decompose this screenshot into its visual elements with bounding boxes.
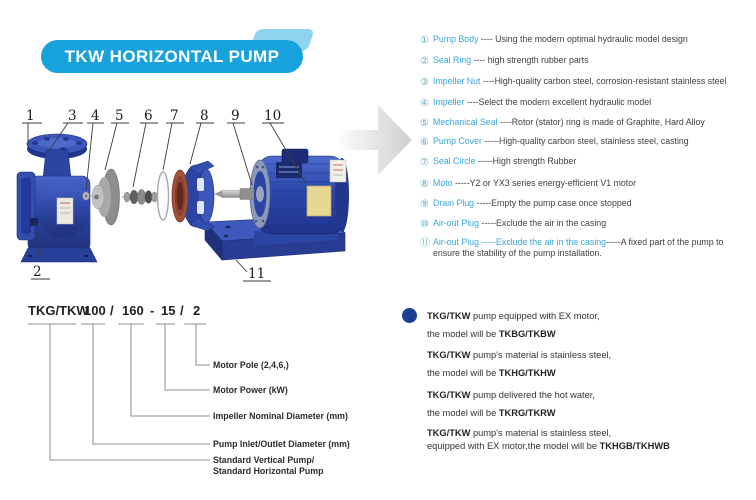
parts-list-item-11: ⑪ Air-out Plug -----Exclude the air in the casing-----A fixed part of the pump to — [420, 237, 724, 249]
parts-list-item-5: ⑤ Mechanical Seal ----Rotor (stator) ring is made of Graphite, Hard Alloy — [420, 117, 705, 129]
item-number-icon: ⑩ — [420, 219, 429, 230]
parts-list-item-2: ② Seal Ring ---- high strength rubber parts — [420, 55, 589, 67]
note-line: equipped with EX motor,the model will be TKHGB/TKHWB — [427, 441, 670, 451]
model-token-slash1: / — [110, 303, 114, 318]
part-number-4: 4 — [91, 108, 100, 124]
item-number-icon: ⑨ — [420, 199, 429, 210]
parts-list-item-8: ⑧ Moto -----Y2 or YX3 series energy-efficient V1 motor — [420, 178, 637, 190]
bullet-dot-icon — [402, 308, 417, 323]
drain-plug — [30, 218, 38, 226]
parts-list-item-4: ④ Impeller ----Select the modern excellent hydraulic model — [420, 97, 652, 109]
model-token-series: TKG/TKW — [28, 303, 89, 318]
note-line: the model will be TKBG/TKBW — [427, 329, 556, 339]
impeller — [92, 169, 124, 225]
parts-list-item-1: ① Pump Body ---- Using the modern optimal hydraulic model design — [420, 34, 688, 46]
callout-standard-vertical: Standard Vertical Pump/ — [213, 455, 315, 465]
model-token-slash2: / — [180, 303, 184, 318]
parts-list-item-7: ⑦ Seal Circle -----High strength Rubber — [420, 156, 577, 168]
note-line: TKG/TKW pump delivered the hot water, — [427, 390, 595, 400]
title-banner — [41, 40, 303, 73]
model-token-pole: 2 — [193, 303, 201, 318]
part-number-11: 11 — [248, 266, 266, 282]
item-number-icon: ④ — [420, 98, 429, 109]
parts-list-item-11-line2: ensure the stability of the pump installation. — [433, 248, 602, 258]
item-number-icon: ⑧ — [420, 179, 429, 190]
item-number-icon: ⑤ — [420, 118, 429, 129]
item-number-icon: ⑪ — [420, 238, 430, 249]
model-token-inlet: 100 — [84, 303, 106, 318]
note-line: TKG/TKW pump's material is stainless steel, — [427, 350, 612, 360]
pump-exploded-diagram — [0, 90, 420, 300]
part-number-6: 6 — [144, 108, 153, 124]
callout-motor-power: Motor Power (kW) — [213, 385, 288, 395]
parts-list-item-3: ③ Impeller Nut ----High-quality carbon steel, corrosion-resistant stainless steel — [420, 76, 727, 88]
callout-inlet-outlet: Pump Inlet/Outlet Diameter (mm) — [213, 439, 350, 449]
part-number-9: 9 — [231, 108, 240, 124]
motor-label-white — [330, 160, 346, 182]
model-token-dash: - — [150, 303, 155, 318]
note-line: TKG/TKW pump's material is stainless steel, — [427, 428, 612, 438]
seal-circle-oring — [158, 172, 169, 220]
part-number-2: 2 — [33, 264, 42, 280]
model-token-power: 15 — [161, 303, 176, 318]
motor-label-yellow — [307, 186, 331, 216]
item-number-icon: ② — [420, 56, 429, 67]
model-token-impeller: 160 — [122, 303, 144, 318]
item-number-icon: ① — [420, 35, 429, 46]
part-number-7: 7 — [170, 108, 179, 124]
item-number-icon: ⑥ — [420, 137, 429, 148]
callout-lines — [28, 324, 210, 460]
model-code-callouts — [0, 295, 380, 500]
callout-impeller-diameter: Impeller Nominal Diameter (mm) — [213, 411, 348, 421]
note-line: the model will be TKRG/TKRW — [427, 408, 556, 418]
pump-label-sticker — [57, 198, 73, 224]
parts-list-item-6: ⑥ Pump Cover -----High-quality carbon steel, stainless steel, casting — [420, 136, 689, 148]
arrow-right-icon — [340, 105, 412, 175]
callout-motor-pole: Motor Pole (2,4,6,) — [213, 360, 289, 370]
item-number-icon: ③ — [420, 77, 429, 88]
part-number-1: 1 — [26, 108, 35, 124]
callout-standard-horizontal: Standard Horizontal Pump — [213, 466, 324, 476]
pump-cover — [172, 161, 214, 231]
motor-shaft — [214, 189, 254, 200]
item-number-icon: ⑦ — [420, 157, 429, 168]
note-line: TKG/TKW pump equipped with EX motor, — [427, 311, 600, 321]
parts-list-item-10: ⑩ Air-out Plug -----Exclude the air in the casing — [420, 218, 607, 230]
terminal-box — [282, 149, 308, 163]
parts-list — [420, 0, 756, 300]
parts-list-item-9: ⑨ Drain Plug -----Empty the pump case once stopped — [420, 198, 632, 210]
part-number-3: 3 — [68, 108, 77, 124]
part-number-10: 10 — [264, 108, 282, 124]
mechanical-seal — [124, 190, 158, 205]
note-line: the model will be TKHG/TKHW — [427, 368, 556, 378]
page-title: TKW HORIZONTAL PUMP — [64, 46, 280, 66]
part-number-8: 8 — [200, 108, 209, 124]
part-number-5: 5 — [115, 108, 124, 124]
